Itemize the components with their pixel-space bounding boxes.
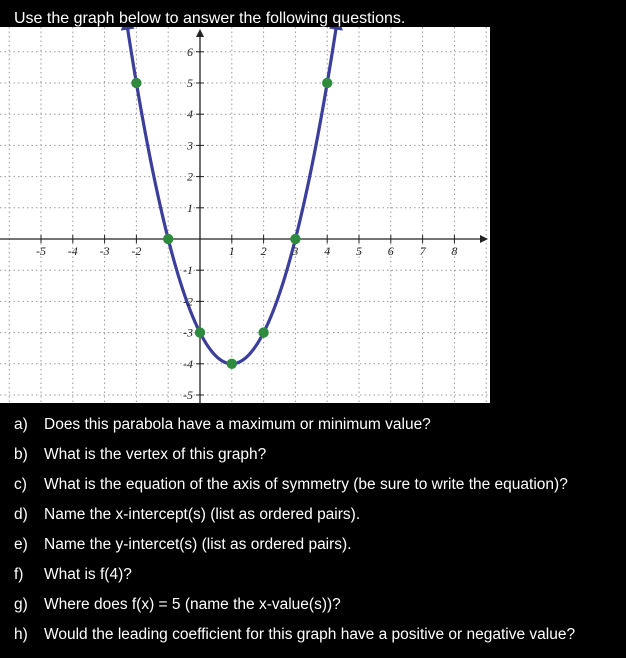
question-letter: c) xyxy=(14,476,27,493)
y-tick-label: -3 xyxy=(183,325,193,340)
question-text: What is f(4)? xyxy=(44,566,132,583)
x-tick-label: -3 xyxy=(99,244,110,258)
plotted-point xyxy=(227,359,237,369)
y-tick-label: -5 xyxy=(183,388,193,402)
y-tick-label: -2 xyxy=(183,294,193,309)
grid-lines xyxy=(0,27,490,403)
question-a xyxy=(0,410,626,440)
plotted-point xyxy=(322,78,332,88)
parabola-graph-svg xyxy=(0,27,490,403)
question-text: Does this parabola have a maximum or minimum value? xyxy=(44,416,431,433)
question-h xyxy=(0,620,626,650)
x-tick-label: -4 xyxy=(67,244,78,258)
y-tick-label: 2 xyxy=(187,169,193,184)
question-letter: a) xyxy=(14,416,28,433)
tick-labels xyxy=(36,45,457,402)
x-tick-label: -5 xyxy=(36,244,46,258)
x-tick-label: 4 xyxy=(324,244,331,258)
question-letter: h) xyxy=(14,626,28,643)
x-tick-label: -2 xyxy=(131,244,142,258)
question-letter: g) xyxy=(14,596,28,613)
x-tick-label: 5 xyxy=(356,244,362,258)
plotted-point xyxy=(195,327,205,337)
plotted-point xyxy=(258,327,268,337)
question-text: What is the vertex of this graph? xyxy=(44,446,267,463)
y-tick-label: -1 xyxy=(183,263,193,278)
question-f xyxy=(0,560,626,590)
y-tick-label: -4 xyxy=(183,356,193,371)
question-text: What is the equation of the axis of symmetry (be sure to write the equation)? xyxy=(44,476,568,493)
question-text: Where does f(x) = 5 (name the x-value(s))? xyxy=(44,596,341,613)
y-tick-label: 3 xyxy=(187,138,193,153)
question-text: Name the x-intercept(s) (list as ordered pairs). xyxy=(44,506,361,523)
question-d xyxy=(0,500,626,530)
question-text: Name the y-intercet(s) (list as ordered pairs). xyxy=(44,536,352,553)
question-letter: b) xyxy=(14,446,28,463)
question-text: Would the leading coefficient for this graph have a positive or negative value? xyxy=(44,626,576,643)
x-tick-label: 8 xyxy=(451,244,458,258)
x-tick-label: 2 xyxy=(260,244,267,258)
parabola-graph xyxy=(0,27,490,403)
y-tick-label: 1 xyxy=(187,200,193,215)
x-tick-label: 6 xyxy=(387,244,394,258)
x-tick-label: 1 xyxy=(228,244,235,258)
question-list xyxy=(0,410,626,650)
y-tick-label: 6 xyxy=(187,44,193,59)
question-letter: f) xyxy=(14,566,24,583)
plotted-point xyxy=(163,234,173,244)
x-axis-arrow xyxy=(480,235,488,243)
y-axis-arrow xyxy=(196,29,204,37)
x-tick-label: 7 xyxy=(419,244,426,258)
question-c xyxy=(0,470,626,500)
x-tick-label: 3 xyxy=(292,244,299,258)
question-letter: d) xyxy=(14,506,28,523)
plotted-point xyxy=(290,234,300,244)
y-tick-label: 5 xyxy=(187,76,193,90)
plotted-point xyxy=(131,78,141,88)
question-g xyxy=(0,590,626,620)
question-e xyxy=(0,530,626,560)
intro-text: Use the graph below to answer the following questions. xyxy=(14,10,406,27)
question-letter: e) xyxy=(14,536,28,553)
question-b xyxy=(0,440,626,470)
y-tick-label: 4 xyxy=(187,107,193,122)
